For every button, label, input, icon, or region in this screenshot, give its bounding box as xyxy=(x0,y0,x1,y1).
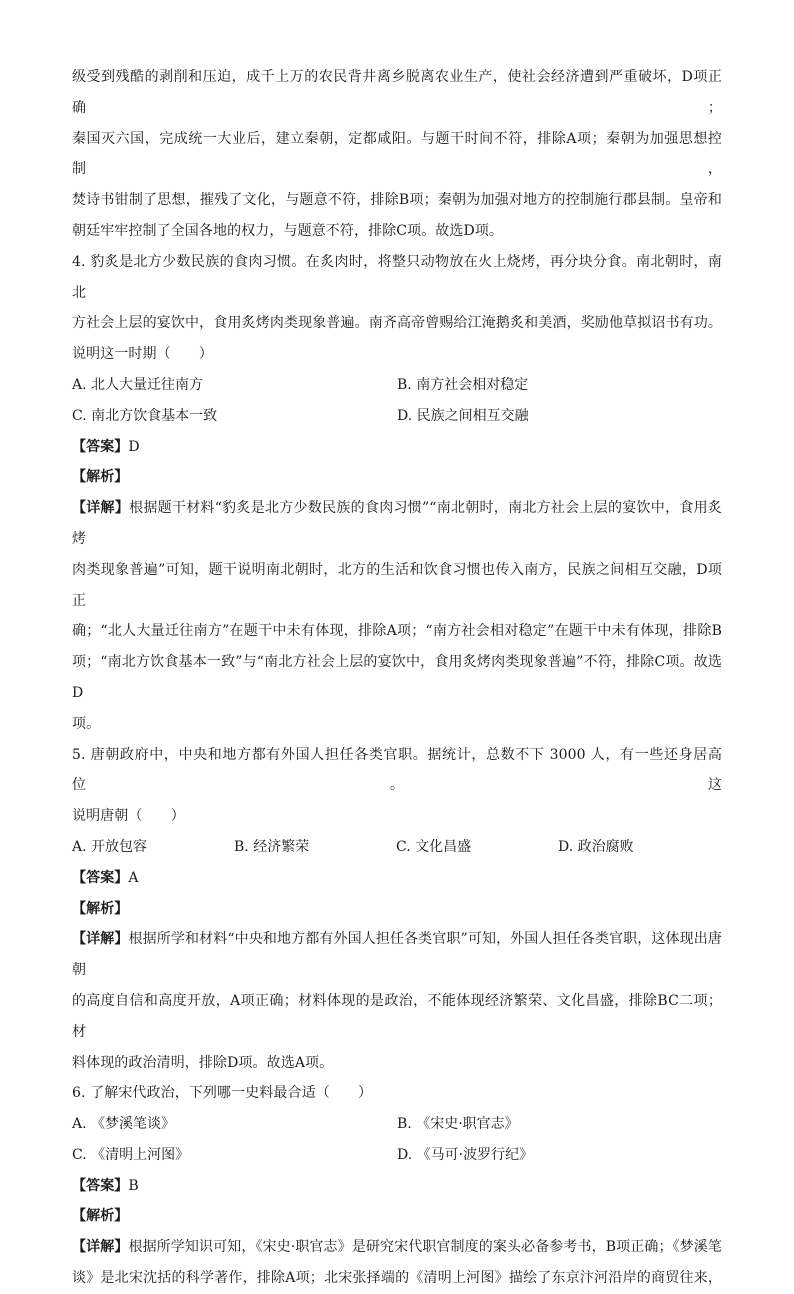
text-line: 朝廷牢牢控制了全国各地的权力，与题意不符，排除C项。故选D项。 xyxy=(72,222,504,239)
option-c: C. 南北方饮食基本一致 xyxy=(72,407,218,424)
answer-line xyxy=(72,1171,722,1202)
detail-tag: 【详解】 xyxy=(72,1239,129,1256)
document-page xyxy=(72,62,722,1294)
detail-line xyxy=(72,493,722,555)
text-line: 秦国灭六国，完成统一大业后，建立秦朝，定都咸阳。与题干时间不符，排除A项；秦朝为加强思想控制， xyxy=(72,130,722,178)
question-stem: 5. 唐朝政府中，中央和地方都有外国人担任各类官职。据统计，总数不下 3000 人，有一些还身居高位。这 xyxy=(72,746,722,794)
answer-line xyxy=(72,432,722,463)
answer-value: D xyxy=(128,438,140,455)
question-5 xyxy=(72,740,722,1079)
detail-line: 料体现的政治清明，排除D项。故选A项。 xyxy=(72,1054,334,1071)
detail-text: 根据题干材料“豹炙是北方少数民族的食肉习惯”“南北朝时，南北方社会上层的宴饮中，食用炙烤 xyxy=(72,500,722,547)
text-line: 焚诗书钳制了思想，摧残了文化，与题意不符，排除B项；秦朝为加强对地方的控制施行郡县制。皇帝和 xyxy=(72,192,722,209)
question-stem: 说明这一时期（ ） xyxy=(72,346,213,363)
detail-tag: 【详解】 xyxy=(72,500,130,517)
option-b: B. 经济繁荣 xyxy=(234,838,310,855)
option-b: B. 南方社会相对稳定 xyxy=(397,376,529,393)
answer-tag: 【答案】 xyxy=(72,1177,129,1194)
detail-line: 肉类现象普遍”可知，题干说明南北朝时，北方的生活和饮食习惯也传入南方，民族之间相互交融，D项正 xyxy=(72,561,722,609)
detail-line: 的高度自信和高度开放，A项正确；材料体现的是政治，不能体现经济繁荣、文化昌盛，排除BC二项；材 xyxy=(72,992,722,1040)
detail-line: 项；“南北方饮食基本一致”与“南北方社会上层的宴饮中，食用炙烤肉类现象普遍”不符，排除C项。故选D xyxy=(72,654,722,701)
answer-tag: 【答案】 xyxy=(72,438,129,455)
options xyxy=(72,401,722,432)
detail-line: 谈》是北宋沈括的科学著作，排除A项；北宋张择端的《清明上河图》描绘了东京汴河沿岸的商贸往来， xyxy=(72,1270,722,1287)
option-a: A. 北人大量迁往南方 xyxy=(72,376,204,393)
options xyxy=(72,1140,722,1171)
detail-line xyxy=(72,924,722,986)
answer-value: B xyxy=(128,1177,139,1194)
text-line: 级受到残酷的剥削和压迫，成千上万的农民背井离乡脱离农业生产，使社会经济遭到严重破坏，D项正确； xyxy=(72,69,722,116)
analysis-tag: 【解析】 xyxy=(72,1208,129,1225)
option-b: B. 《宋史·职官志》 xyxy=(397,1116,519,1133)
detail-text: 根据所学和材料“中央和地方都有外国人担任各类官职”可知，外国人担任各类官职，这体现出唐朝 xyxy=(72,931,722,979)
question-6 xyxy=(72,1078,722,1294)
answer-tag: 【答案】 xyxy=(72,869,129,886)
options xyxy=(72,832,722,863)
analysis-tag: 【解析】 xyxy=(72,469,129,486)
question-stem: 4. 豹炙是北方少数民族的食肉习惯。在炙肉时，将整只动物放在火上烧烤，再分块分食。南北朝时，南北 xyxy=(72,253,722,301)
option-c: C. 文化昌盛 xyxy=(396,838,472,855)
options xyxy=(72,1109,722,1140)
options xyxy=(72,370,722,401)
option-a: A. 《梦溪笔谈》 xyxy=(72,1116,176,1133)
detail-line: 项。 xyxy=(72,715,101,732)
detail-tag: 【详解】 xyxy=(72,931,129,948)
detail-text: 根据所学知识可知，《宋史·职官志》是研究宋代职官制度的案头必备参考书，B项正确；《梦溪笔 xyxy=(128,1239,723,1256)
question-stem: 6. 了解宋代政治，下列哪一史料最合适（ ） xyxy=(72,1085,373,1102)
answer-value: A xyxy=(128,869,139,886)
question-stem: 说明唐朝（ ） xyxy=(72,808,185,825)
question-4 xyxy=(72,247,722,740)
option-c: C. 《清明上河图》 xyxy=(72,1146,190,1163)
option-d: D. 政治腐败 xyxy=(558,838,634,855)
option-d: D. 《马可·波罗行纪》 xyxy=(397,1146,534,1163)
option-a: A. 开放包容 xyxy=(72,838,148,855)
answer-line xyxy=(72,863,722,894)
detail-line xyxy=(72,1232,722,1263)
option-d: D. 民族之间相互交融 xyxy=(397,407,529,424)
analysis-tag: 【解析】 xyxy=(72,900,129,917)
question-stem: 方社会上层的宴饮中，食用炙烤肉类现象普遍。南齐高帝曾赐给江淹鹅炙和美酒，奖励他草拟诏书有功。 xyxy=(72,315,722,332)
detail-line: 确；“北人大量迁往南方”在题干中未有体现，排除A项；“南方社会相对稳定”在题干中未有体现，排除B xyxy=(72,623,722,640)
